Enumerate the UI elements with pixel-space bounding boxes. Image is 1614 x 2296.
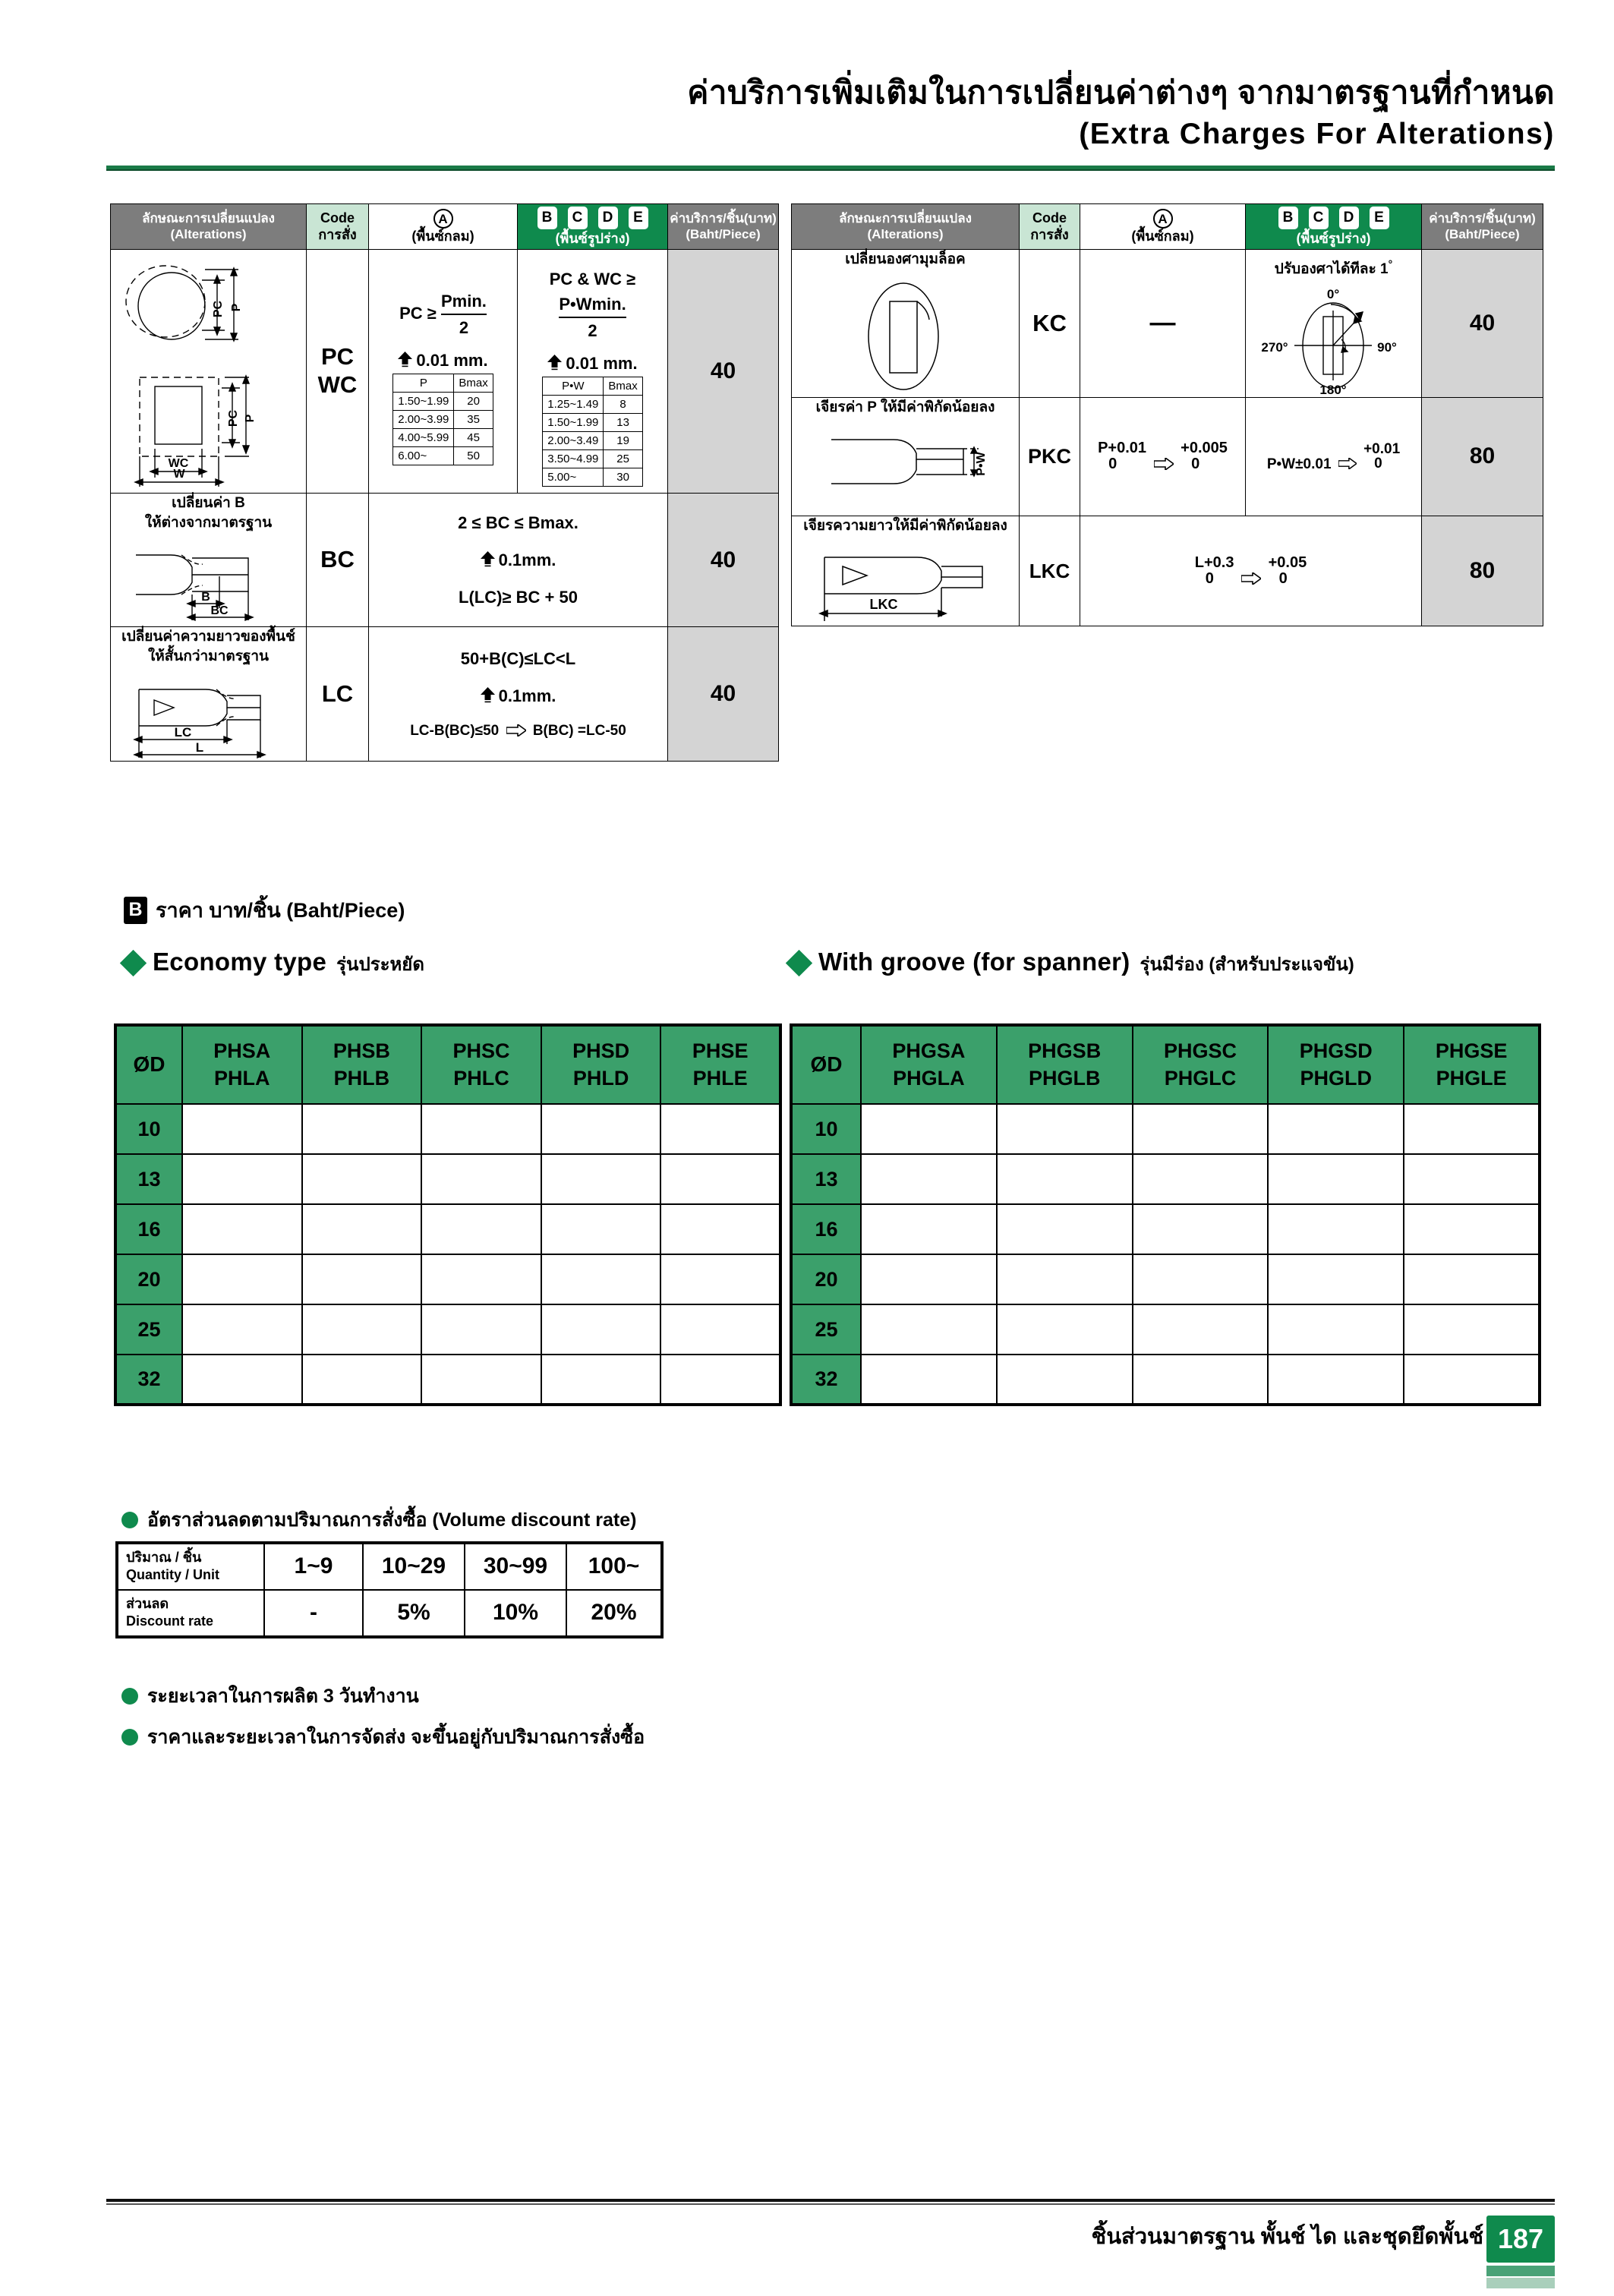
price-table-groove bbox=[790, 1023, 1541, 1406]
badge-d-icon: D bbox=[598, 207, 618, 229]
table-row bbox=[115, 1154, 780, 1204]
cell-od: 20 bbox=[791, 1254, 861, 1304]
header-od: ØD bbox=[791, 1025, 861, 1104]
label-p-2: P bbox=[244, 414, 257, 423]
header-code: Code การสั่ง bbox=[1020, 204, 1080, 250]
label-l: L bbox=[195, 740, 204, 755]
badge-e-icon: E bbox=[1370, 207, 1389, 229]
cell-price[interactable] bbox=[660, 1254, 780, 1304]
cell-od: 32 bbox=[115, 1355, 182, 1405]
cell-price[interactable] bbox=[997, 1304, 1133, 1355]
cell-code-lc: LC bbox=[307, 627, 369, 761]
cell-price[interactable] bbox=[660, 1104, 780, 1154]
cell-price[interactable] bbox=[182, 1154, 302, 1204]
label-angle-180: 180° bbox=[1319, 382, 1347, 396]
cell-quantity-range: 100~ bbox=[566, 1543, 662, 1590]
cell-price-bc: 40 bbox=[668, 494, 779, 627]
cell-price[interactable] bbox=[302, 1104, 422, 1154]
cell-price[interactable] bbox=[182, 1204, 302, 1254]
price-section-heading bbox=[124, 894, 405, 926]
cell-od: 16 bbox=[791, 1204, 861, 1254]
cell-formula-bcde-pcwc: PC & WC ≥ P•Wmin. 2 0.01 mm. P•W Bmax 1.25~1.49 8 1.50~1.99 13 2.00~3.49 19 3.50~4.99 25 5.00~ 30 bbox=[518, 250, 668, 494]
cell-price[interactable] bbox=[1133, 1204, 1269, 1254]
cell-price[interactable] bbox=[1268, 1254, 1404, 1304]
cell-code-pkc: PKC bbox=[1020, 397, 1080, 516]
cell-desc-kc: เปลี่ยนองศามุมล็อค bbox=[792, 250, 1020, 398]
diagram-pc-wc bbox=[111, 250, 285, 493]
cell-od: 25 bbox=[791, 1304, 861, 1355]
cell-quantity-range: 1~9 bbox=[264, 1543, 363, 1590]
cell-price[interactable] bbox=[997, 1154, 1133, 1204]
cell-price[interactable] bbox=[1133, 1304, 1269, 1355]
cell-discount-rate: 5% bbox=[363, 1590, 465, 1637]
cell-code-kc: KC bbox=[1020, 250, 1080, 398]
label-lkc: LKC bbox=[869, 596, 897, 612]
page-number: 187 bbox=[1486, 2216, 1555, 2263]
label-pw: P•W bbox=[974, 452, 988, 476]
header-alterations: ลักษณะการเปลี่ยนแปลง (Alterations) bbox=[111, 204, 307, 250]
header-punch-shaped: B C D E (พื้นซ์รูปร่าง) bbox=[1246, 204, 1422, 250]
cell-formula-lc: 50+B(C)≤LC<L 0.1mm. LC-B(BC)≤50 B(BC) =LC-50 bbox=[369, 627, 668, 761]
cell-formula-bc: 2 ≤ BC ≤ Bmax. 0.1mm. L(LC)≥ BC + 50 bbox=[369, 494, 668, 627]
page-number-shadow bbox=[1486, 2266, 1555, 2276]
cell-price[interactable] bbox=[861, 1104, 997, 1154]
badge-b-icon: B bbox=[537, 207, 557, 229]
cell-od: 13 bbox=[791, 1154, 861, 1204]
header-col-phgsd: PHGSD PHGLD bbox=[1268, 1025, 1404, 1104]
page-title-thai: ค่าบริการเพิ่มเติมในการเปลี่ยนค่าต่างๆ จากมาตรฐานที่กำหนด bbox=[687, 74, 1555, 110]
cell-price[interactable] bbox=[182, 1104, 302, 1154]
header-col-phsa: PHSA PHLA bbox=[182, 1025, 302, 1104]
cell-price[interactable] bbox=[421, 1254, 541, 1304]
table-row bbox=[115, 1355, 780, 1405]
right-arrow-icon bbox=[1154, 458, 1174, 470]
cell-price[interactable] bbox=[1268, 1104, 1404, 1154]
cell-discount-rate: 20% bbox=[566, 1590, 662, 1637]
badge-e-icon: E bbox=[629, 207, 648, 229]
cell-price[interactable] bbox=[421, 1304, 541, 1355]
cell-od: 32 bbox=[791, 1355, 861, 1405]
page-header bbox=[687, 73, 1555, 151]
label-p-1: P bbox=[230, 303, 243, 312]
header-punch-shaped: B C D E (พื้นซ์รูปร่าง) bbox=[518, 204, 668, 250]
table-row bbox=[791, 1154, 1540, 1204]
cell-price[interactable] bbox=[861, 1254, 997, 1304]
cell-discount-rate: 10% bbox=[465, 1590, 566, 1637]
cell-price[interactable] bbox=[541, 1154, 661, 1204]
alterations-table-right bbox=[791, 203, 1543, 626]
cell-price[interactable] bbox=[660, 1154, 780, 1204]
header-col-phgsa: PHGSA PHGLA bbox=[861, 1025, 997, 1104]
cell-od: 10 bbox=[791, 1104, 861, 1154]
cell-price[interactable] bbox=[182, 1304, 302, 1355]
cell-price[interactable] bbox=[1133, 1154, 1269, 1204]
cell-price[interactable] bbox=[1268, 1355, 1404, 1405]
header-price: ค่าบริการ/ชิ้น(บาท) (Baht/Piece) bbox=[668, 204, 779, 250]
cell-price[interactable] bbox=[997, 1254, 1133, 1304]
cell-od: 10 bbox=[115, 1104, 182, 1154]
cell-price[interactable] bbox=[421, 1104, 541, 1154]
cell-price-pcwc: 40 bbox=[668, 250, 779, 494]
label-angle-90: 90° bbox=[1377, 339, 1397, 355]
cell-price[interactable] bbox=[1133, 1355, 1269, 1405]
cell-od: 25 bbox=[115, 1304, 182, 1355]
cell-price[interactable] bbox=[1404, 1355, 1540, 1405]
cell-price[interactable] bbox=[1404, 1104, 1540, 1154]
cell-code-bc: BC bbox=[307, 494, 369, 627]
groove-title-en: With groove (for spanner) bbox=[818, 948, 1130, 976]
cell-price[interactable] bbox=[541, 1304, 661, 1355]
table-row bbox=[117, 1543, 662, 1590]
cell-price[interactable] bbox=[861, 1355, 997, 1405]
label-angle-0: 0° bbox=[1326, 286, 1340, 301]
cell-od: 13 bbox=[115, 1154, 182, 1204]
cell-price[interactable] bbox=[302, 1204, 422, 1254]
diagram-pkc bbox=[815, 420, 997, 516]
cell-price[interactable] bbox=[660, 1304, 780, 1355]
header-punch-round: A (พื้นซ์กลม) bbox=[369, 204, 518, 250]
cell-quantity-range: 30~99 bbox=[465, 1543, 566, 1590]
header-od: ØD bbox=[115, 1025, 182, 1104]
table-header-row bbox=[792, 204, 1543, 250]
badge-c-icon: C bbox=[1309, 207, 1329, 229]
footer-divider-light bbox=[106, 2203, 1555, 2205]
cell-price[interactable] bbox=[861, 1154, 997, 1204]
table-row bbox=[791, 1104, 1540, 1154]
table-row bbox=[792, 250, 1543, 398]
cell-price[interactable] bbox=[1268, 1154, 1404, 1204]
table-row bbox=[115, 1104, 780, 1154]
cell-price[interactable] bbox=[541, 1254, 661, 1304]
cell-price[interactable] bbox=[997, 1204, 1133, 1254]
header-alterations: ลักษณะการเปลี่ยนแปลง (Alterations) bbox=[792, 204, 1020, 250]
note-shipping bbox=[121, 1722, 645, 1752]
badge-d-icon: D bbox=[1339, 207, 1359, 229]
cell-discount-label: ส่วนลด Discount rate bbox=[117, 1590, 264, 1637]
header-price: ค่าบริการ/ชิ้น(บาท) (Baht/Piece) bbox=[1422, 204, 1543, 250]
diagram-lkc bbox=[811, 541, 1001, 626]
diagram-angle-dial bbox=[1252, 280, 1415, 396]
up-arrow-icon bbox=[481, 551, 495, 568]
table-row bbox=[111, 494, 779, 627]
cell-discount-rate: - bbox=[264, 1590, 363, 1637]
groove-title-th: รุ่นมีร่อง (สำหรับประแจขัน) bbox=[1140, 954, 1354, 975]
cell-price[interactable] bbox=[1404, 1154, 1540, 1204]
cell-price[interactable] bbox=[421, 1204, 541, 1254]
table-row bbox=[791, 1254, 1540, 1304]
cell-price[interactable] bbox=[1268, 1304, 1404, 1355]
label-pc-1: PC bbox=[212, 300, 225, 318]
economy-title-th: รุ่นประหยัด bbox=[336, 954, 424, 975]
table-row bbox=[115, 1254, 780, 1304]
table-row bbox=[791, 1304, 1540, 1355]
header-col-phsd: PHSD PHLD bbox=[541, 1025, 661, 1104]
bullet-dot-icon bbox=[121, 1688, 138, 1705]
page-title-english: (Extra Charges For Alterations) bbox=[1079, 117, 1555, 150]
cell-price[interactable] bbox=[1133, 1104, 1269, 1154]
cell-desc-bc: เปลี่ยนค่า B ให้ต่างจากมาตรฐาน B BC bbox=[111, 494, 307, 627]
header-col-phsb: PHSB PHLB bbox=[302, 1025, 422, 1104]
cell-price[interactable] bbox=[1404, 1304, 1540, 1355]
cell-price[interactable] bbox=[182, 1254, 302, 1304]
header-col-phgse: PHGSE PHGLE bbox=[1404, 1025, 1540, 1104]
mini-table-p-bmax: P Bmax 1.50~1.99 20 2.00~3.99 35 4.00~5.99 45 6.00~ 50 bbox=[392, 374, 493, 465]
bullet-dot-icon bbox=[121, 1729, 138, 1746]
header-col-phse: PHSE PHLE bbox=[660, 1025, 780, 1104]
cell-price[interactable] bbox=[541, 1104, 661, 1154]
volume-discount-table bbox=[115, 1541, 664, 1638]
economy-type-heading bbox=[124, 948, 424, 979]
cell-price[interactable] bbox=[182, 1355, 302, 1405]
cell-price[interactable] bbox=[421, 1355, 541, 1405]
label-w: W bbox=[173, 468, 185, 481]
label-b: B bbox=[201, 591, 210, 604]
cell-price[interactable] bbox=[541, 1204, 661, 1254]
price-section-label: ราคา บาท/ชิ้น (Baht/Piece) bbox=[156, 899, 405, 922]
cell-code-lkc: LKC bbox=[1020, 516, 1080, 626]
header-code: Code การสั่ง bbox=[307, 204, 369, 250]
table-row bbox=[111, 627, 779, 761]
mini-table-pw-bmax: P•W Bmax 1.25~1.49 8 1.50~1.99 13 2.00~3.49 19 3.50~4.99 25 5.00~ 30 bbox=[542, 377, 643, 487]
footer-label: ชิ้นส่วนมาตรฐาน พั้นช์ ได และชุดยึดพั้นช์ bbox=[1091, 2225, 1483, 2249]
footer-divider bbox=[106, 2199, 1555, 2202]
cell-a-pkc: P+0.01 0 +0.005 0 bbox=[1080, 397, 1246, 516]
cell-price[interactable] bbox=[302, 1154, 422, 1204]
table-header-row bbox=[111, 204, 779, 250]
cell-price[interactable] bbox=[997, 1104, 1133, 1154]
cell-od: 16 bbox=[115, 1204, 182, 1254]
badge-a-icon: A bbox=[433, 209, 453, 229]
cell-desc-lc: เปลี่ยนค่าความยาวของพื้นช์ ให้สั้นกว่ามาตรฐาน LC L bbox=[111, 627, 307, 761]
right-arrow-icon bbox=[1338, 458, 1357, 469]
cell-price[interactable] bbox=[1404, 1204, 1540, 1254]
cell-price[interactable] bbox=[997, 1355, 1133, 1405]
cell-price[interactable] bbox=[302, 1304, 422, 1355]
cell-a-kc: — bbox=[1080, 250, 1246, 398]
discount-heading-label: อัตราส่วนลดตามปริมาณการสั่งซื้อ (Volume discount rate) bbox=[147, 1509, 637, 1531]
cell-formula-lkc: L+0.3 0 +0.05 0 bbox=[1080, 516, 1422, 626]
cell-desc-pkc: เจียรค่า P ให้มีค่าพิกัดน้อยลง P•W bbox=[792, 397, 1020, 516]
cell-quantity-label: ปริมาณ / ชิ้น Quantity / Unit bbox=[117, 1543, 264, 1590]
table-row bbox=[792, 397, 1543, 516]
bullet-dot-icon bbox=[121, 1512, 138, 1528]
cell-price-kc: 40 bbox=[1422, 250, 1543, 398]
cell-price[interactable] bbox=[302, 1254, 422, 1304]
cell-price[interactable] bbox=[861, 1304, 997, 1355]
diagram-lc bbox=[127, 671, 290, 761]
price-table-economy bbox=[114, 1023, 782, 1406]
right-arrow-icon bbox=[1241, 572, 1261, 585]
cell-bcde-pkc: P•W±0.01 +0.01 0 bbox=[1246, 397, 1422, 516]
label-bc: BC bbox=[210, 604, 229, 618]
cell-price[interactable] bbox=[1404, 1254, 1540, 1304]
cell-od: 20 bbox=[115, 1254, 182, 1304]
cell-code-pcwc: PC WC bbox=[307, 250, 369, 494]
diamond-bullet-icon bbox=[786, 950, 812, 976]
groove-type-heading bbox=[790, 948, 1354, 979]
badge-a-icon: A bbox=[1153, 209, 1173, 229]
label-lc: LC bbox=[174, 724, 192, 740]
label-angle-270: 270° bbox=[1261, 339, 1288, 355]
table-row bbox=[115, 1304, 780, 1355]
cell-price[interactable] bbox=[541, 1355, 661, 1405]
note-shipping-label: ราคาและระยะเวลาในการจัดส่ง จะขึ้นอยู่กับปริมาณการสั่งซื้อ bbox=[147, 1727, 645, 1748]
table-header-row bbox=[791, 1025, 1540, 1104]
cell-price[interactable] bbox=[421, 1154, 541, 1204]
cell-price[interactable] bbox=[1133, 1254, 1269, 1304]
discount-heading bbox=[121, 1505, 636, 1535]
cell-bcde-kc: ปรับองศาได้ทีละ 1° 0° 90° 180° 270° bbox=[1246, 250, 1422, 398]
up-arrow-icon bbox=[398, 352, 412, 368]
cell-diagram-pcwc bbox=[111, 250, 307, 494]
badge-b-icon: B bbox=[124, 897, 147, 924]
badge-b-icon: B bbox=[1278, 207, 1298, 229]
table-row bbox=[791, 1355, 1540, 1405]
economy-title-en: Economy type bbox=[153, 948, 327, 976]
cell-formula-a-pcwc: PC ≥ Pmin. 2 0.01 mm. P Bmax 1.50~1.99 20 2.00~3.99 35 4.00~5.99 45 6.00~ 50 bbox=[369, 250, 518, 494]
cell-price[interactable] bbox=[861, 1204, 997, 1254]
cell-price[interactable] bbox=[660, 1355, 780, 1405]
page-number-shadow-light bbox=[1486, 2278, 1555, 2288]
up-arrow-icon bbox=[481, 687, 495, 704]
cell-price[interactable] bbox=[302, 1355, 422, 1405]
table-row bbox=[117, 1590, 662, 1637]
note-lead-time-label: ระยะเวลาในการผลิต 3 วันทำงาน bbox=[147, 1686, 419, 1707]
header-col-phsc: PHSC PHLC bbox=[421, 1025, 541, 1104]
cell-price-pkc: 80 bbox=[1422, 397, 1543, 516]
cell-price[interactable] bbox=[660, 1204, 780, 1254]
table-header-row bbox=[115, 1025, 780, 1104]
header-col-phgsc: PHGSC PHGLC bbox=[1133, 1025, 1269, 1104]
table-row bbox=[791, 1204, 1540, 1254]
cell-price[interactable] bbox=[1268, 1204, 1404, 1254]
alterations-table-left bbox=[110, 203, 779, 762]
cell-price-lc: 40 bbox=[668, 627, 779, 761]
header-punch-round: A (พื้นซ์กลม) bbox=[1080, 204, 1246, 250]
cell-price-lkc: 80 bbox=[1422, 516, 1543, 626]
table-row bbox=[115, 1204, 780, 1254]
label-pc-2: PC bbox=[227, 409, 240, 427]
up-arrow-icon bbox=[547, 355, 562, 371]
diagram-kc bbox=[849, 276, 963, 397]
label-wc: WC bbox=[168, 457, 189, 470]
header-col-phgsb: PHGSB PHGLB bbox=[997, 1025, 1133, 1104]
cell-quantity-range: 10~29 bbox=[363, 1543, 465, 1590]
diagram-bc bbox=[127, 535, 290, 626]
cell-desc-lkc: เจียรความยาวให้มีค่าพิกัดน้อยลง LKC bbox=[792, 516, 1020, 626]
table-row bbox=[792, 516, 1543, 626]
note-lead-time bbox=[121, 1681, 419, 1711]
right-arrow-icon bbox=[506, 724, 526, 736]
header-divider-dark bbox=[106, 169, 1555, 171]
table-row bbox=[111, 250, 779, 494]
diamond-bullet-icon bbox=[120, 950, 147, 976]
badge-c-icon: C bbox=[568, 207, 588, 229]
